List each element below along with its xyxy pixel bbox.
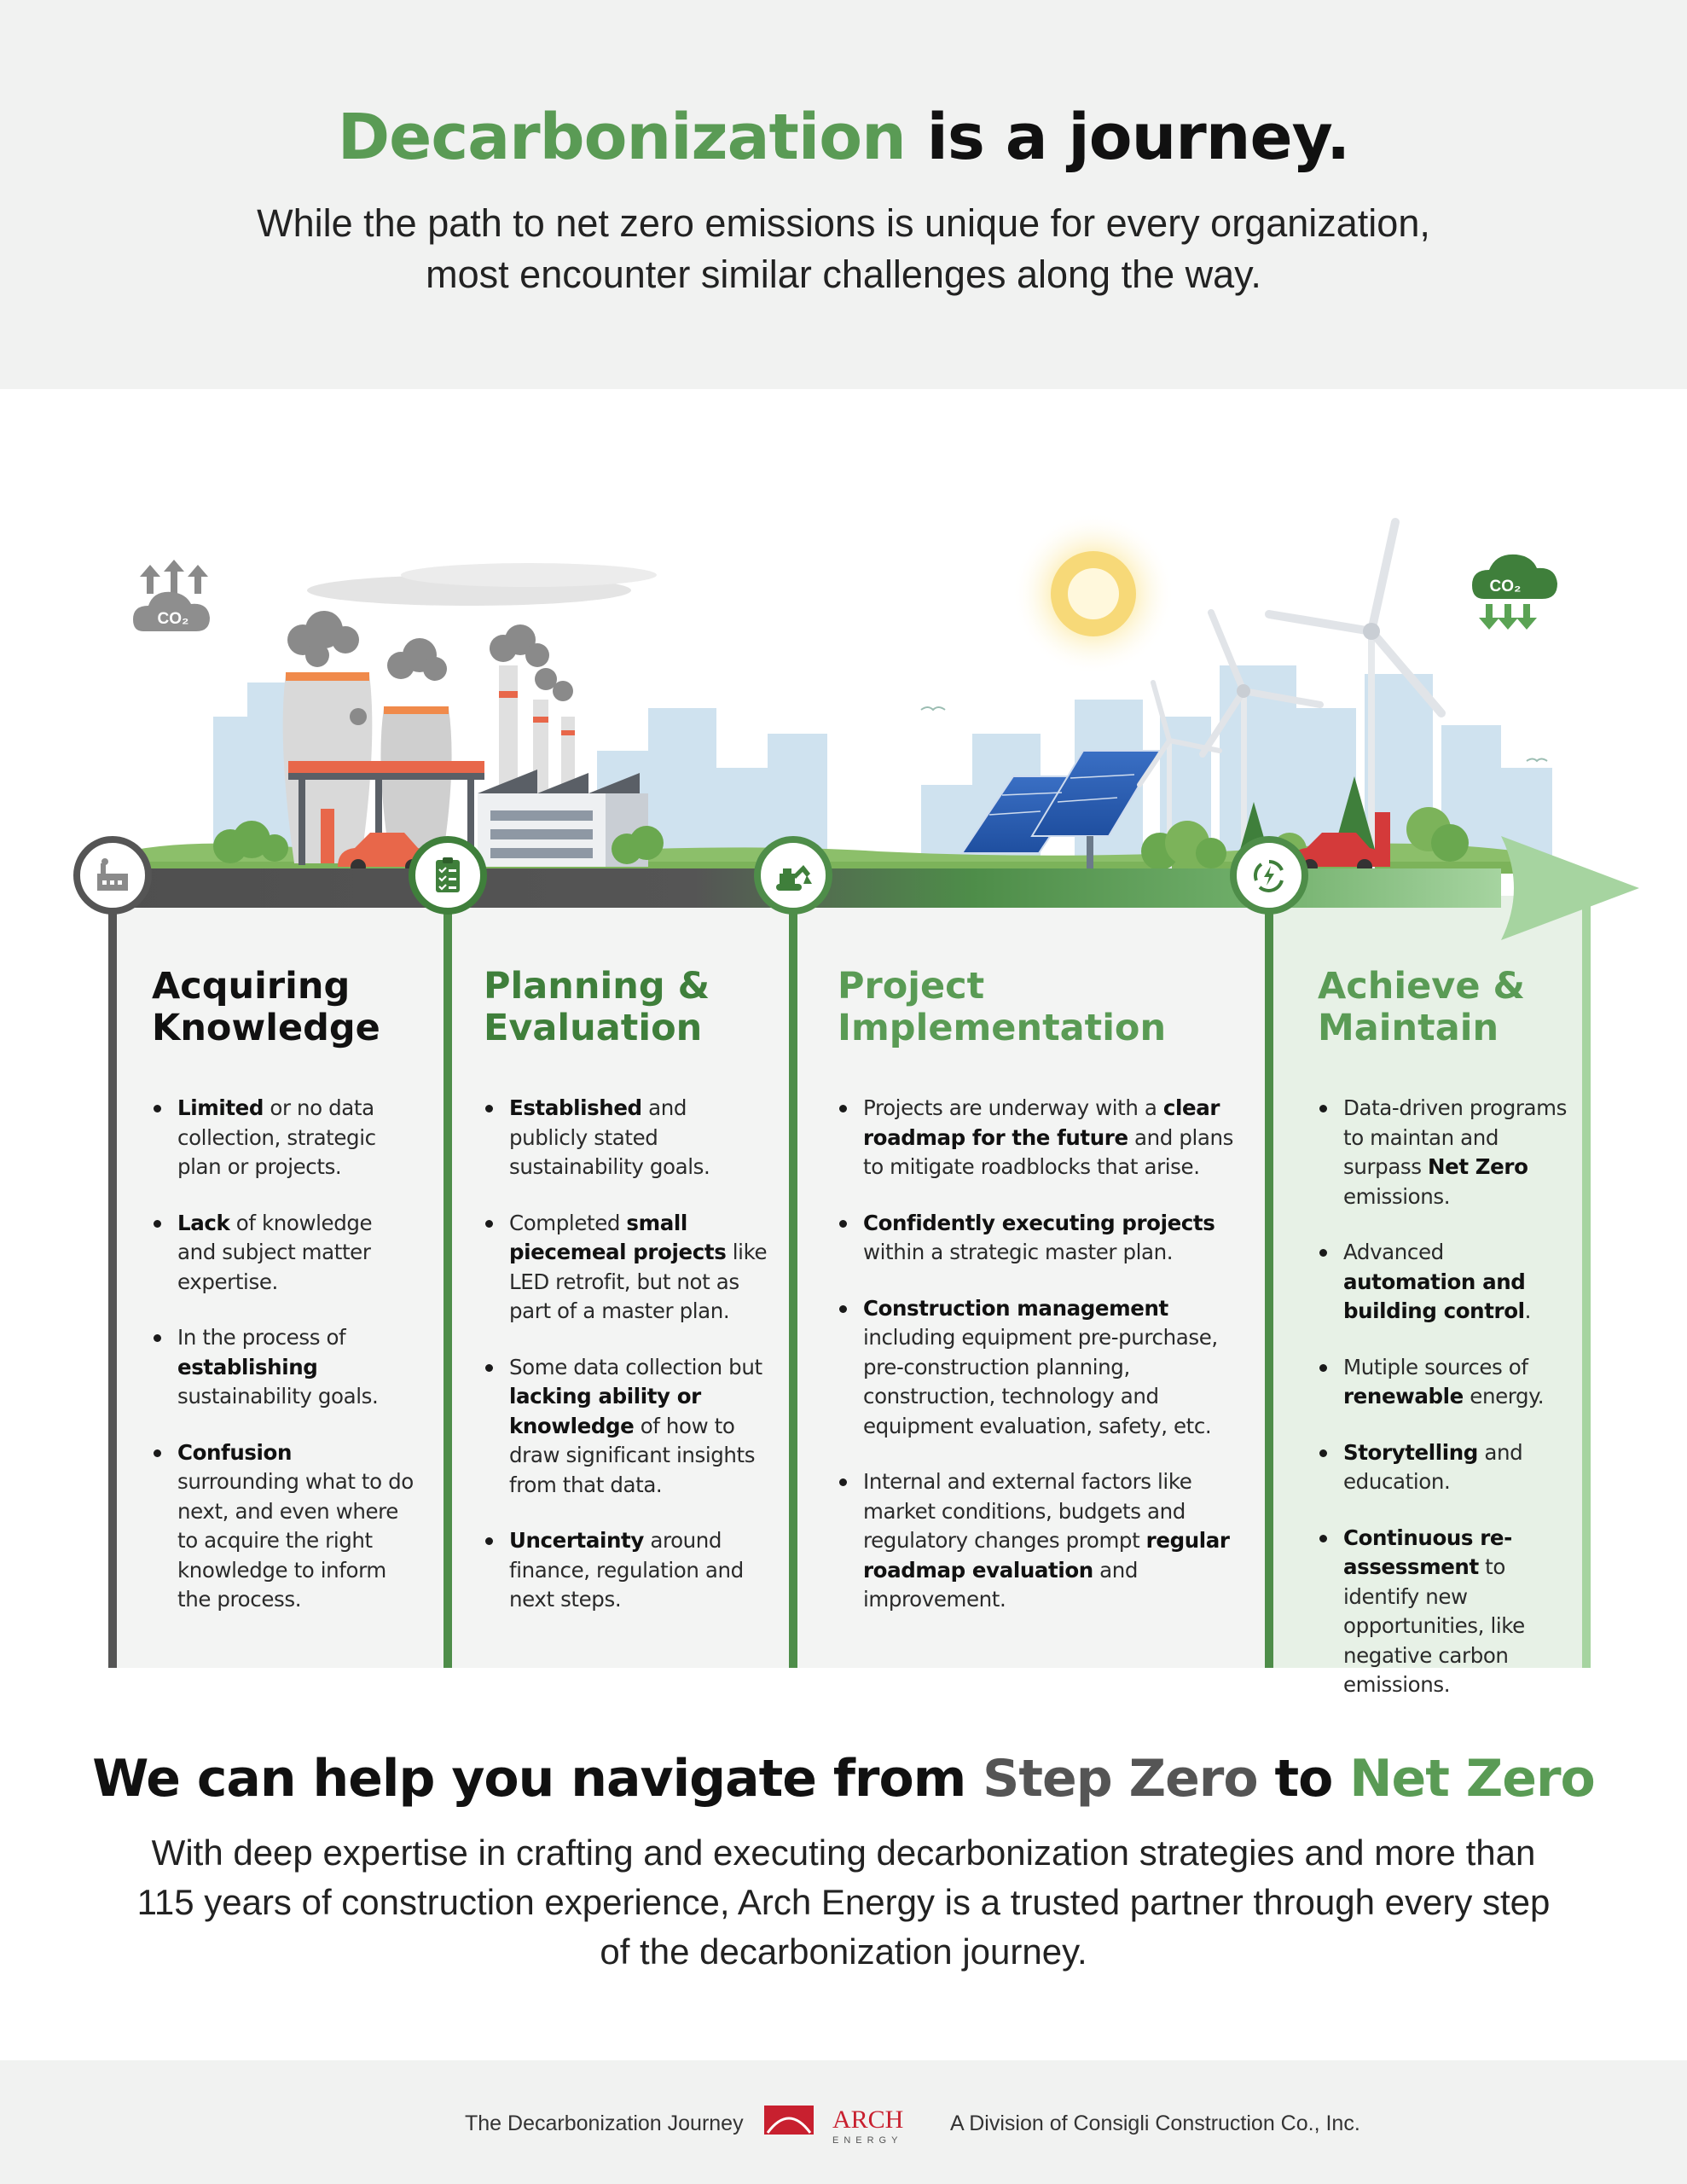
bullet-text: and education. bbox=[1343, 1439, 1523, 1494]
bullet-item bbox=[509, 1353, 769, 1501]
stage-line-1 bbox=[108, 887, 117, 1668]
cta-part-1: We can help you navigate from bbox=[92, 1749, 983, 1809]
stage-node-2 bbox=[409, 836, 487, 915]
bullet-bold-text: Limited bbox=[177, 1095, 264, 1120]
bullet-text: within a strategic master plan. bbox=[863, 1240, 1174, 1264]
bullet-item bbox=[863, 1467, 1247, 1615]
stage-title-1 bbox=[152, 966, 416, 1049]
bullet-text: including equipment pre-purchase, pre-construction planning, construction, technology and equipment evaluation, safety, etc. bbox=[863, 1325, 1218, 1438]
bullet-text: Completed bbox=[509, 1210, 627, 1235]
stage-title-1-line-2: Knowledge bbox=[152, 1007, 380, 1049]
bullet-item bbox=[177, 1323, 416, 1412]
bullet-item bbox=[1343, 1524, 1574, 1700]
bullet-bold-text: Net Zero bbox=[1428, 1154, 1528, 1179]
cta-body: With deep expertise in crafting and executing decarbonization strategies and more than 115 years of construction experience, Arch Energy is a trusted partner through every step of the decarbonization journey. bbox=[136, 1833, 1551, 1972]
bullet-item bbox=[863, 1209, 1247, 1268]
stage-title-2 bbox=[484, 966, 769, 1049]
bullet-text: Data-driven programs to maintan and surpass bbox=[1343, 1095, 1568, 1179]
stage-node-3 bbox=[754, 836, 832, 915]
bullet-bold-text: regular roadmap evaluation bbox=[863, 1528, 1230, 1583]
stage-title-4-line-2: Maintain bbox=[1318, 1007, 1499, 1049]
bullet-item bbox=[509, 1526, 769, 1615]
bullet-text: Projects are underway with a bbox=[863, 1095, 1163, 1120]
bullet-item bbox=[177, 1209, 416, 1298]
bullet-item bbox=[863, 1294, 1247, 1442]
bullet-item bbox=[863, 1094, 1247, 1182]
stage-title-3 bbox=[838, 966, 1247, 1049]
stage-title-2-line-1: Planning & bbox=[484, 965, 710, 1008]
bullet-text: around finance, regulation and next steps. bbox=[509, 1528, 744, 1612]
bullet-bold-text: Storytelling bbox=[1343, 1439, 1478, 1465]
stage-line-2 bbox=[443, 887, 452, 1668]
stage-line-3 bbox=[789, 887, 797, 1668]
stage-column-3 bbox=[838, 966, 1247, 1641]
stage-node-4 bbox=[1230, 836, 1308, 915]
bullet-bold-text: lacking ability or knowledge bbox=[509, 1384, 701, 1438]
stage-title-2-line-2: Evaluation bbox=[484, 1007, 703, 1049]
cta-step-zero: Step Zero bbox=[983, 1749, 1258, 1809]
bullet-text: or no data collection, strategic plan or projects. bbox=[177, 1095, 376, 1179]
excavator-icon bbox=[773, 855, 814, 896]
cta-part-2: to bbox=[1257, 1749, 1350, 1809]
stage-line-4 bbox=[1265, 887, 1273, 1668]
stage-line-end bbox=[1582, 904, 1591, 1668]
co2-right-label: CO₂ bbox=[1489, 578, 1522, 595]
bullet-item bbox=[1343, 1353, 1574, 1412]
bullet-bold-text: renewable bbox=[1343, 1384, 1464, 1409]
bullet-bold-text: automation and building control bbox=[1343, 1269, 1526, 1323]
bullet-text: of how to draw significant insights from that data. bbox=[509, 1413, 756, 1497]
bullet-item bbox=[177, 1094, 416, 1182]
page-subtitle bbox=[0, 198, 1687, 300]
bullet-text: and improvement. bbox=[863, 1557, 1139, 1612]
bullet-text: like LED retrofit, but not as part of a master plan. bbox=[509, 1240, 768, 1323]
stage-title-4-line-1: Achieve & bbox=[1318, 965, 1525, 1008]
renewable-cycle-icon bbox=[1249, 855, 1290, 896]
title-rest: is a journey. bbox=[905, 101, 1350, 174]
bullet-text: . bbox=[1524, 1298, 1532, 1323]
journey-arrow bbox=[1501, 836, 1639, 940]
bullet-item bbox=[1343, 1094, 1574, 1211]
bullet-text: to identify new opportunities, like negative carbon emissions. bbox=[1343, 1554, 1525, 1697]
stage-bullets-2 bbox=[484, 1094, 769, 1615]
stage-node-1 bbox=[73, 836, 152, 915]
header-band bbox=[0, 0, 1687, 389]
stage-bullets-4 bbox=[1318, 1094, 1574, 1700]
bullet-bold-text: Confusion bbox=[177, 1439, 293, 1465]
factory-icon bbox=[92, 855, 133, 896]
co2-left-label: CO₂ bbox=[157, 610, 189, 628]
arch-energy-logo bbox=[764, 2099, 926, 2150]
stage-title-3-line-2: Implementation bbox=[838, 1007, 1167, 1049]
bullet-bold-text: Construction management bbox=[863, 1295, 1168, 1321]
bullet-text: surrounding what to do next, and even where to acquire the right knowledge to inform the process. bbox=[177, 1469, 414, 1612]
stage-bullets-1 bbox=[152, 1094, 416, 1615]
bullet-text: Internal and external factors like market conditions, budgets and regulatory changes prompt bbox=[863, 1469, 1192, 1553]
subtitle-line-1: While the path to net zero emissions is unique for every organization, bbox=[257, 201, 1430, 245]
bullet-text: Mutiple sources of bbox=[1343, 1354, 1528, 1380]
bullet-bold-text: Lack bbox=[177, 1210, 230, 1235]
clipboard-checklist-icon bbox=[427, 855, 468, 896]
footer-left-text: The Decarbonization Journey bbox=[465, 2111, 744, 2135]
cta-heading bbox=[0, 1749, 1687, 1809]
bullet-bold-text: Established bbox=[509, 1095, 642, 1120]
footer-right-text: A Division of Consigli Construction Co., Inc. bbox=[950, 2111, 1360, 2135]
bullet-bold-text: establishing bbox=[177, 1354, 318, 1380]
stage-column-2 bbox=[484, 966, 769, 1641]
bullet-text: and plans to mitigate roadblocks that arise. bbox=[863, 1124, 1234, 1179]
bullet-item bbox=[177, 1438, 416, 1615]
stage-title-4 bbox=[1318, 966, 1574, 1049]
bullet-bold-text: Confidently executing projects bbox=[863, 1210, 1215, 1235]
bullet-text: Advanced bbox=[1343, 1240, 1444, 1264]
bullet-text: and publicly stated sustainability goals. bbox=[509, 1095, 710, 1179]
stage-title-3-line-1: Project bbox=[838, 965, 985, 1008]
cta-net-zero: Net Zero bbox=[1349, 1749, 1595, 1809]
subtitle-line-2: most encounter similar challenges along the way. bbox=[426, 253, 1261, 296]
stage-column-1 bbox=[152, 966, 416, 1641]
stage-bullets-3 bbox=[838, 1094, 1247, 1615]
bullet-item bbox=[1343, 1238, 1574, 1327]
stage-title-1-line-1: Acquiring bbox=[152, 965, 351, 1008]
logo-name: ARCH bbox=[832, 2106, 904, 2134]
page-title bbox=[0, 101, 1687, 174]
logo-sub: ENERGY bbox=[832, 2135, 903, 2146]
stage-column-4 bbox=[1318, 966, 1574, 1727]
bullet-bold-text: Uncertainty bbox=[509, 1528, 644, 1553]
bullet-text: emissions. bbox=[1343, 1183, 1451, 1209]
co2-emission-icon bbox=[133, 560, 210, 631]
bullet-bold-text: small piecemeal projects bbox=[509, 1210, 727, 1264]
co2-reduction-icon bbox=[1472, 555, 1557, 630]
bullet-text: sustainability goals. bbox=[177, 1384, 379, 1409]
journey-illustration bbox=[0, 512, 1687, 990]
bullet-text: Some data collection but bbox=[509, 1354, 762, 1380]
bullet-text: In the process of bbox=[177, 1325, 346, 1350]
bullet-item bbox=[509, 1094, 769, 1182]
bullet-text: of knowledge and subject matter expertise. bbox=[177, 1210, 373, 1294]
bullet-text: energy. bbox=[1463, 1384, 1545, 1409]
bullet-bold-text: Continuous re-assessment bbox=[1343, 1525, 1512, 1579]
bullet-bold-text: clear roadmap for the future bbox=[863, 1095, 1220, 1150]
bullet-item bbox=[509, 1209, 769, 1327]
title-highlight: Decarbonization bbox=[337, 101, 906, 174]
bullet-item bbox=[1343, 1438, 1574, 1497]
